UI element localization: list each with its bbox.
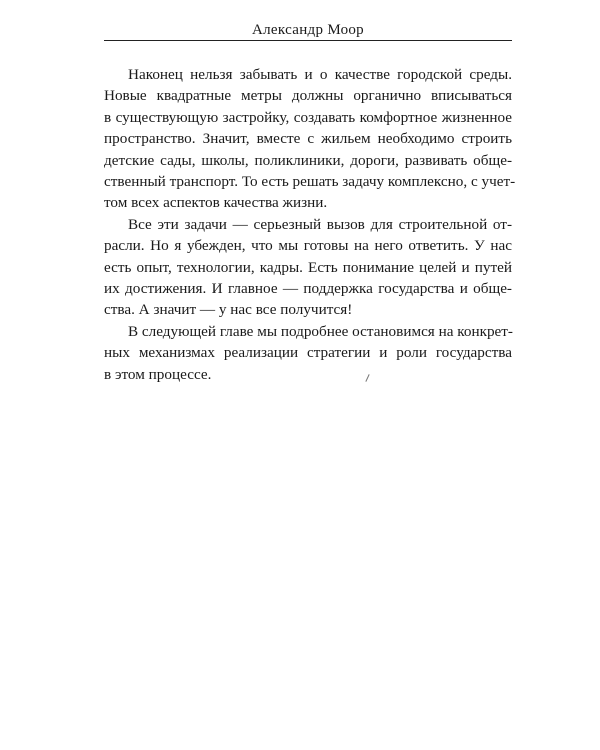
text-line: есть опыт, технологии, кадры. Есть понимание целей и путей: [104, 258, 512, 276]
paragraph-2: [104, 214, 512, 321]
text-line: расли. Но я убежден, что мы готовы на него ответить. У нас: [104, 237, 512, 255]
text-line: в существующую застройку, создавать комфортное жизненное: [104, 108, 512, 126]
text-line: Наконец нельзя забывать и о качестве городской среды.: [128, 66, 512, 83]
text-line: ства. А значит — у нас все получится!: [104, 301, 353, 319]
text-line: ных механизмах реализации стратегии и роли государства: [104, 344, 512, 362]
paragraph-3: [104, 321, 512, 385]
text-line: их достижения. И главное — поддержка государства и обще-: [104, 280, 512, 298]
text-body: [104, 64, 516, 385]
running-header-author: Александр Моор: [252, 22, 364, 38]
text-line: Все эти задачи — серьезный вызов для строительной от-: [128, 215, 512, 233]
paragraph-1: [104, 64, 516, 214]
text-line: В следующей главе мы подробнее остановимся на конкрет-: [128, 322, 513, 340]
text-line: в этом процессе.: [104, 365, 212, 383]
text-line: Новые квадратные метры должны органично вписываться: [104, 87, 512, 105]
text-line: пространство. Значит, вместе с жильем необходимо строить: [104, 130, 512, 148]
text-line: том всех аспектов качества жизни.: [104, 194, 328, 212]
header-rule: [104, 40, 512, 41]
text-line: детские сады, школы, поликлиники, дороги, развивать обще-: [104, 151, 512, 169]
text-line: ственный транспорт. То есть решать задачу комплексно, с учет-: [104, 173, 516, 191]
